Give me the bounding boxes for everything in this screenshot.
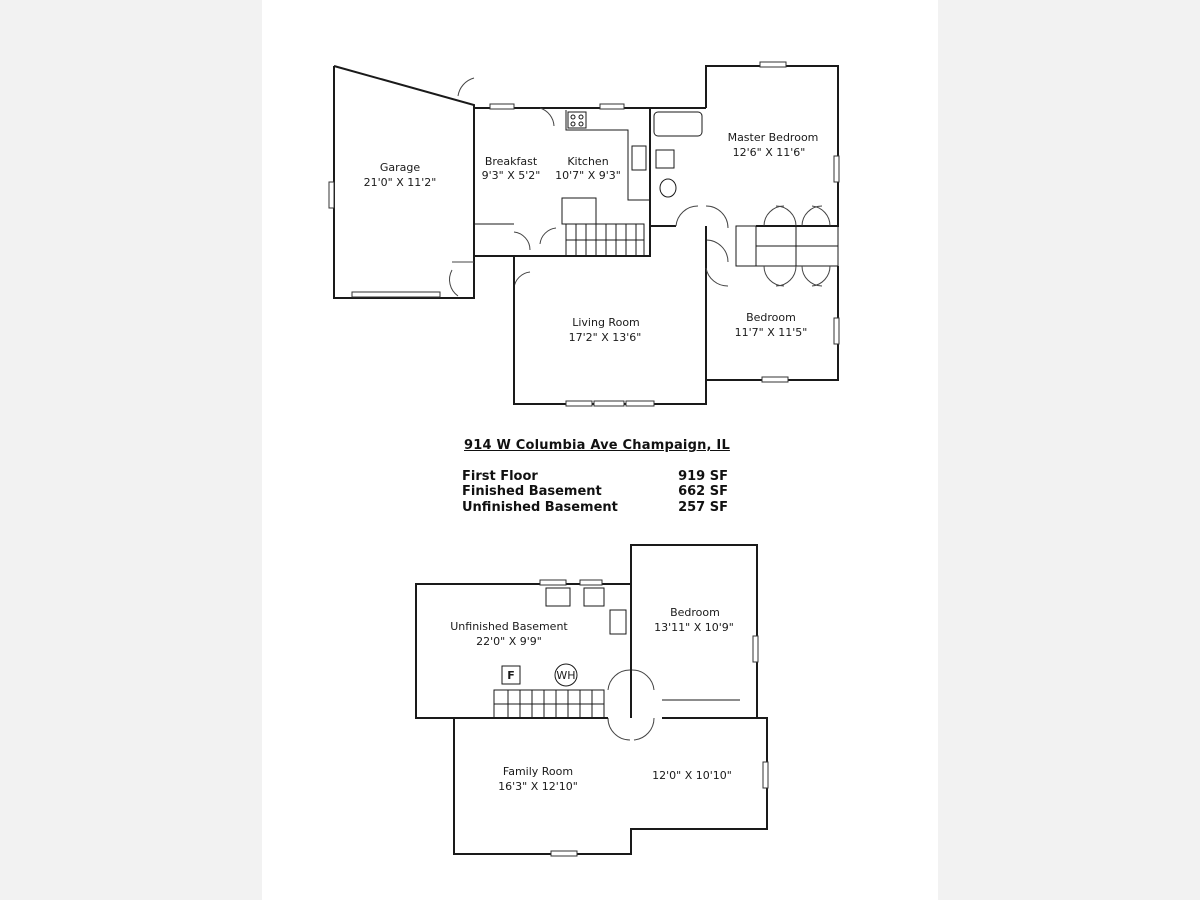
basement-stair-treads [494, 690, 604, 718]
garage-entry-door [450, 262, 474, 296]
unfinished-window-1 [540, 580, 566, 585]
stair-door-swing [540, 228, 556, 244]
laundry-tub [546, 588, 570, 606]
area-label: First Floor [462, 469, 538, 484]
bath-door-swing [676, 206, 698, 226]
area-value: 257 SF [678, 500, 728, 515]
master-bedroom-dims: 12'6" X 11'6" [732, 146, 806, 159]
family-room-label: Family Room [502, 765, 574, 778]
bathtub [654, 112, 702, 136]
living-room-label: Living Room [572, 316, 640, 329]
master-closet-doors-2 [802, 206, 830, 226]
hall-door-swing-b [514, 272, 530, 288]
breakfast-door-swing [540, 108, 554, 126]
unfinished-window-2 [580, 580, 602, 585]
area-label: Finished Basement [462, 484, 602, 499]
living-window-2 [594, 401, 624, 406]
family-room-door [608, 718, 654, 740]
unfinished-basement-dims: 22'0" X 9'9" [476, 635, 542, 648]
stair-treads [566, 224, 644, 256]
garage-window [329, 182, 334, 208]
area-value: 919 SF [678, 469, 728, 484]
master-bedroom-label: Master Bedroom [727, 131, 819, 144]
appliance [610, 610, 626, 634]
basement-bedroom-window [753, 636, 758, 662]
breakfast-label: Breakfast [484, 155, 538, 168]
garage-dims: 21'0" X 11'2" [363, 176, 437, 189]
living-window-1 [566, 401, 592, 406]
breakfast-window [490, 104, 514, 109]
bath-sink [656, 150, 674, 168]
fridge [562, 198, 596, 224]
unfinished-basement-label: Unfinished Basement [450, 620, 568, 633]
basement-plan [416, 545, 768, 856]
bedroom-window-side [834, 318, 839, 344]
basement-bedroom-label: Bedroom [670, 606, 720, 619]
family-room-extra-dims: 12'0" X 10'10" [652, 769, 732, 782]
bedroom-label: Bedroom [746, 311, 796, 324]
master-window-top [760, 62, 786, 67]
kitchen-window [600, 104, 624, 109]
garage-door-swing [458, 78, 474, 96]
kitchen-label: Kitchen [567, 155, 609, 168]
kitchen-sink [632, 146, 646, 170]
first-floor-plan [329, 62, 839, 406]
bedroom-closet-doors-2 [802, 266, 830, 286]
bedroom-door-swing [706, 240, 728, 286]
water-heater-label: WH [556, 669, 576, 682]
property-address: 914 W Columbia Ave Champaign, IL [464, 438, 730, 453]
family-room-dims: 16'3" X 12'10" [498, 780, 578, 793]
kitchen-dims: 10'7" X 9'3" [555, 169, 621, 182]
living-window-3 [626, 401, 654, 406]
area-value: 662 SF [678, 484, 728, 499]
living-room-dims: 17'2" X 13'6" [568, 331, 642, 344]
master-door-swing [706, 206, 728, 228]
bedroom-closet-doors [764, 266, 796, 286]
master-closet-doors [764, 206, 796, 226]
family-room-window-side [763, 762, 768, 788]
stove [568, 112, 586, 128]
basement-bedroom-dims: 13'11" X 10'9" [654, 621, 734, 634]
family-room-window [551, 851, 577, 856]
area-label: Unfinished Basement [462, 500, 618, 515]
utility-sink [584, 588, 604, 606]
bedroom-window-bottom [762, 377, 788, 382]
hall-door-swing-a [514, 232, 530, 250]
bedroom-dims: 11'7" X 11'5" [734, 326, 808, 339]
master-window-side [834, 156, 839, 182]
living-room-walls [514, 256, 706, 404]
toilet [660, 179, 676, 197]
garage-label: Garage [379, 161, 421, 174]
breakfast-dims: 9'3" X 5'2" [481, 169, 541, 182]
unfinished-basement-walls [416, 584, 631, 718]
furnace-label: F [507, 669, 515, 682]
garage-door [352, 292, 440, 297]
